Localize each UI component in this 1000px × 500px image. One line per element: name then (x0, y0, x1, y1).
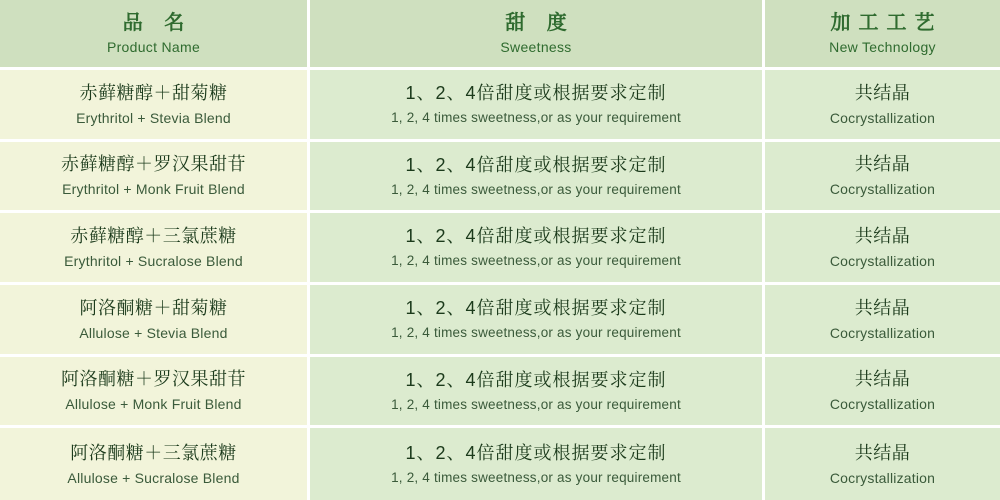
cell-technology-cn: 共结晶 (854, 154, 911, 175)
table-row (0, 357, 1000, 429)
cell-sweetness (310, 142, 765, 214)
cell-product-name-en: Erythritol + Monk Fruit Blend (62, 181, 245, 198)
cell-sweetness-en: 1, 2, 4 times sweetness,or as your requirement (391, 325, 681, 341)
cell-sweetness (310, 70, 765, 142)
cell-technology-cn: 共结晶 (854, 82, 911, 103)
cell-technology-cn: 共结晶 (854, 225, 911, 246)
cell-sweetness-cn: 1、2、4倍甜度或根据要求定制 (405, 442, 667, 463)
cell-technology-en: Cocrystallization (829, 469, 936, 486)
cell-sweetness (310, 428, 765, 500)
cell-technology (765, 428, 1000, 500)
column-header-sweetness (310, 0, 765, 70)
cell-product-name-en: Allulose + Stevia Blend (79, 324, 228, 341)
cell-sweetness-en: 1, 2, 4 times sweetness,or as your requirement (391, 469, 681, 485)
column-header-technology-cn: 加工工艺 (830, 11, 943, 34)
cell-product-name-en: Erythritol + Sucralose Blend (64, 252, 243, 269)
cell-technology-en: Cocrystallization (829, 181, 936, 198)
column-header-product-name (0, 0, 310, 70)
column-header-sweetness-cn: 甜 度 (505, 11, 575, 34)
table-header-row (0, 0, 1000, 70)
cell-sweetness (310, 357, 765, 429)
cell-product-name-en: Allulose + Sucralose Blend (67, 469, 240, 486)
column-header-sweetness-en: Sweetness (500, 38, 572, 55)
column-header-technology-en: New Technology (829, 38, 936, 55)
cell-sweetness-cn: 1、2、4倍甜度或根据要求定制 (405, 369, 667, 390)
cell-sweetness-cn: 1、2、4倍甜度或根据要求定制 (405, 83, 667, 104)
cell-product-name-cn: 阿洛酮糖＋甜菊糖 (79, 297, 228, 318)
cell-technology (765, 70, 1000, 142)
cell-sweetness-en: 1, 2, 4 times sweetness,or as your requirement (391, 253, 681, 269)
cell-sweetness-cn: 1、2、4倍甜度或根据要求定制 (405, 154, 667, 175)
table-row (0, 285, 1000, 357)
cell-product-name (0, 428, 310, 500)
cell-product-name-en: Allulose + Monk Fruit Blend (65, 396, 242, 413)
cell-sweetness (310, 285, 765, 357)
cell-product-name-en: Erythritol + Stevia Blend (76, 109, 231, 126)
cell-product-name-cn: 阿洛酮糖＋罗汉果甜苷 (61, 369, 246, 390)
cell-product-name-cn: 阿洛酮糖＋三氯蔗糖 (70, 442, 237, 463)
cell-technology (765, 285, 1000, 357)
column-header-technology (765, 0, 1000, 70)
cell-product-name-cn: 赤藓糖醇＋三氯蔗糖 (70, 225, 237, 246)
column-header-product-name-cn: 品 名 (122, 11, 193, 34)
cell-technology-cn: 共结晶 (854, 297, 911, 318)
cell-technology-cn: 共结晶 (854, 442, 911, 463)
cell-technology-en: Cocrystallization (829, 109, 936, 126)
cell-technology-en: Cocrystallization (829, 396, 936, 413)
cell-product-name-cn: 赤藓糖醇＋甜菊糖 (79, 82, 228, 103)
cell-technology-cn: 共结晶 (854, 369, 911, 390)
cell-sweetness-en: 1, 2, 4 times sweetness,or as your requirement (391, 110, 681, 126)
table-row (0, 70, 1000, 142)
cell-sweetness-en: 1, 2, 4 times sweetness,or as your requirement (391, 181, 681, 197)
cell-sweetness-en: 1, 2, 4 times sweetness,or as your requirement (391, 396, 681, 412)
cell-sweetness (310, 213, 765, 285)
cell-product-name (0, 142, 310, 214)
table-row (0, 213, 1000, 285)
cell-technology (765, 357, 1000, 429)
cell-technology (765, 142, 1000, 214)
cell-sweetness-cn: 1、2、4倍甜度或根据要求定制 (405, 226, 667, 247)
cell-sweetness-cn: 1、2、4倍甜度或根据要求定制 (405, 298, 667, 319)
cell-product-name-cn: 赤藓糖醇＋罗汉果甜苷 (61, 154, 246, 175)
cell-technology (765, 213, 1000, 285)
cell-technology-en: Cocrystallization (829, 252, 936, 269)
cell-product-name (0, 213, 310, 285)
table-row (0, 142, 1000, 214)
cell-product-name (0, 285, 310, 357)
column-header-product-name-en: Product Name (106, 38, 201, 55)
cell-product-name (0, 70, 310, 142)
table-row (0, 428, 1000, 500)
cell-technology-en: Cocrystallization (829, 324, 936, 341)
cell-product-name (0, 357, 310, 429)
